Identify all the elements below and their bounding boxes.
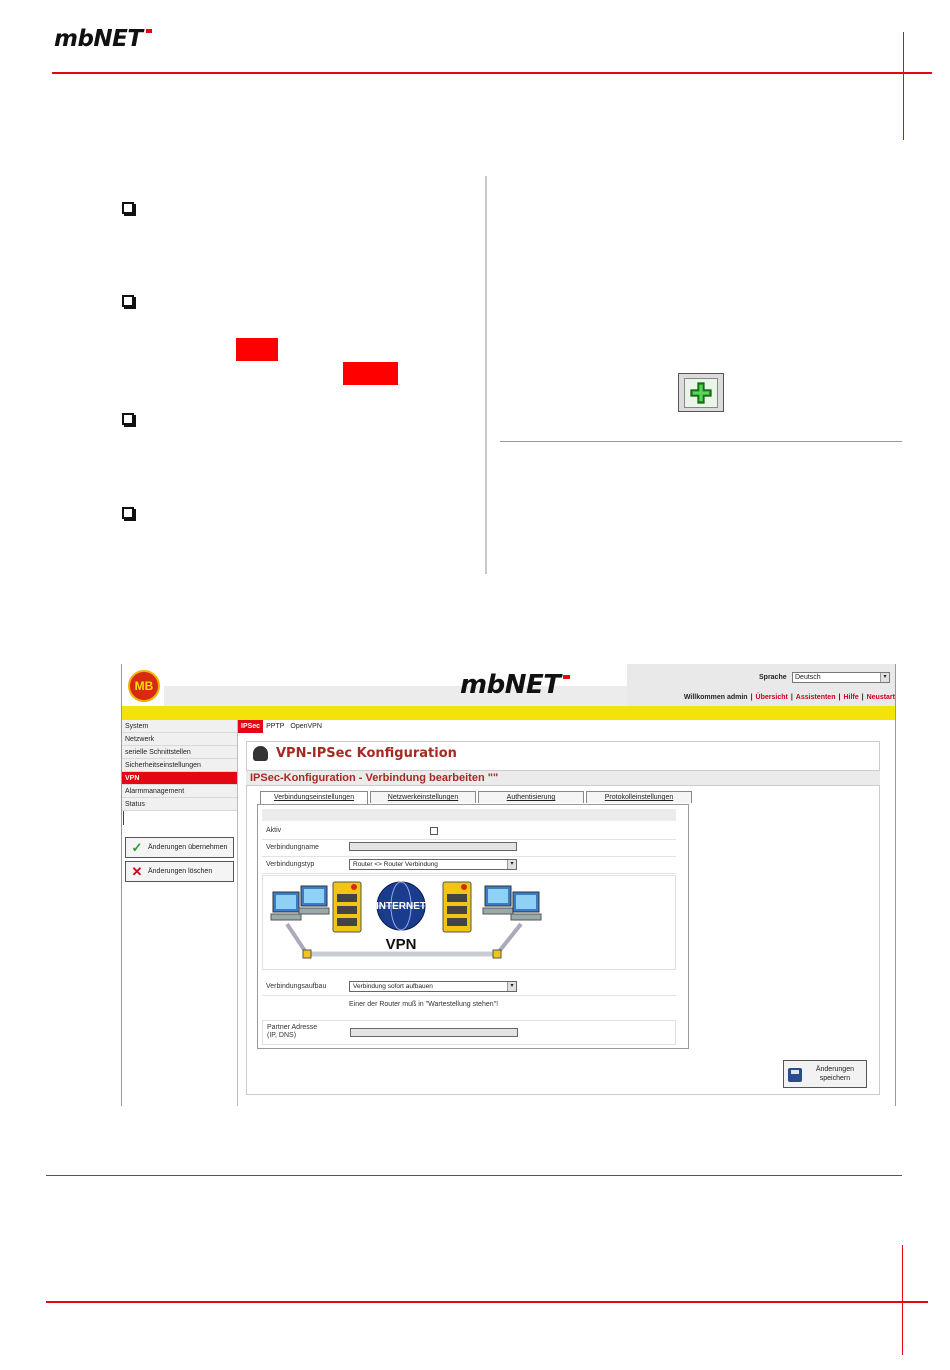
- tab-openvpn[interactable]: OpenVPN: [290, 723, 322, 730]
- apply-changes-button[interactable]: ✓ Änderungen übernehmen: [125, 837, 234, 858]
- header-rule: [52, 72, 932, 74]
- router-icon: [443, 882, 471, 932]
- connection-name-input[interactable]: [349, 842, 517, 851]
- checkbox-bullet: [122, 295, 134, 307]
- margin-marker-top: [903, 32, 904, 140]
- tab-authentication[interactable]: Authentisierung: [478, 791, 584, 803]
- language-label: Sprache: [759, 674, 787, 681]
- checkbox-bullet: [122, 202, 134, 214]
- redacted-box: [343, 362, 398, 385]
- internet-label: INTERNET: [376, 901, 426, 912]
- welcome-bar: Willkommen admin | Übersicht | Assistenten | Hilfe | Neustart: [683, 694, 895, 701]
- globe-icon: [376, 882, 426, 930]
- row-active: Aktiv: [262, 823, 676, 840]
- link-restart[interactable]: Neustart: [866, 694, 895, 701]
- section-rule: [500, 441, 902, 442]
- sidebar-item-serial[interactable]: serielle Schnittstellen: [122, 746, 237, 759]
- form-tabs: [260, 791, 694, 804]
- mb-logo-badge: MB: [128, 670, 160, 702]
- form-header: [262, 809, 676, 821]
- sidebar-item-alarm[interactable]: Alarmmanagement: [122, 785, 237, 798]
- redacted-box: [236, 338, 278, 361]
- tab-connection-settings[interactable]: Verbindungseinstellungen: [260, 791, 368, 804]
- active-checkbox[interactable]: [430, 827, 438, 835]
- sidebar-item-vpn[interactable]: VPN: [122, 772, 237, 785]
- tab-pptp[interactable]: PPTP: [266, 723, 285, 730]
- floppy-disk-icon: [788, 1068, 802, 1082]
- subtitle-bar: IPSec-Konfiguration - Verbindung bearbeiten "": [246, 770, 880, 786]
- connection-type-select[interactable]: Router <> Router Verbindung ▾: [349, 859, 517, 870]
- checkbox-bullet: [122, 413, 134, 425]
- link-assistants[interactable]: Assistenten: [795, 694, 836, 701]
- app-logo: mbNET: [460, 670, 560, 700]
- footer-rule: [46, 1175, 902, 1176]
- tab-ipsec[interactable]: IPSec: [238, 720, 263, 733]
- sidebar-item-status[interactable]: Status: [122, 798, 237, 811]
- chevron-down-icon: ▾: [880, 673, 889, 682]
- row-setup: Verbindungsaufbau Verbindung sofort aufbauen ▾: [262, 979, 676, 996]
- footer-red-rule: [46, 1301, 928, 1303]
- vpn-label: VPN: [385, 936, 417, 953]
- sidebar-item-system[interactable]: System: [122, 720, 237, 733]
- plus-icon: [689, 381, 713, 405]
- chevron-down-icon: ▾: [507, 982, 516, 991]
- column-divider: [485, 176, 487, 574]
- check-icon: ✓: [131, 840, 143, 855]
- row-partner-address: Partner Adresse (IP, DNS): [262, 1020, 676, 1045]
- app-header: [122, 664, 896, 706]
- protocol-tabs: [238, 720, 325, 733]
- connection-setup-select[interactable]: Verbindung sofort aufbauen ▾: [349, 981, 517, 992]
- partner-address-input[interactable]: [350, 1028, 518, 1037]
- discard-changes-button[interactable]: ✕ Änderungen löschen: [125, 861, 234, 882]
- row-type: Verbindungstyp Router <> Router Verbindung ▾: [262, 857, 676, 874]
- checkbox-bullet: [122, 507, 134, 519]
- margin-marker-bottom: [902, 1245, 903, 1355]
- welcome-text: Willkommen admin: [683, 694, 748, 701]
- row-name: Verbindungname: [262, 840, 676, 857]
- setup-hint: Einer der Router muß in "Wartestellung stehen"!: [349, 1001, 499, 1008]
- sidebar-item-network[interactable]: Netzwerk: [122, 733, 237, 746]
- tab-network-settings[interactable]: Netzwerkeinstellungen: [370, 791, 476, 803]
- close-icon: ✕: [131, 864, 143, 879]
- computer-icon: [483, 886, 541, 920]
- save-changes-button[interactable]: Änderungen speichern: [783, 1060, 867, 1088]
- accent-strip: [122, 706, 896, 720]
- user-icon: [253, 746, 268, 761]
- tab-protocol-settings[interactable]: Protokolleinstellungen: [586, 791, 692, 803]
- language-select[interactable]: Deutsch ▾: [792, 672, 890, 683]
- sidebar: [122, 720, 238, 1106]
- chevron-down-icon: ▾: [507, 860, 516, 869]
- link-help[interactable]: Hilfe: [843, 694, 859, 701]
- link-overview[interactable]: Übersicht: [755, 694, 788, 701]
- ui-screenshot: MB mbNET Sprache Deutsch ▾ Willkommen admin | Übersicht | Assistenten | Hilfe | Neustart System Netzwerk serielle Schnittstellen Sicherheitseinstellungen VPN Alarmmanagement Status ✓ Änderungen übernehmen ✕ Änderungen löschen IPSec PPTP OpenVPN VPN-IPSec Konfiguration IPSec-Konfiguration - Verbindung bearbeiten "" Verbindungseinstellungen Netzwerkeinstellungen Authentisierung Protokolleinstellungen Aktiv Verbindungname Verbindungstyp Router <> Router Verbindung ▾ INTERNET VPN Verbindungsaufbau Verbindung sofort aufbauen ▾ Einer der Router muß in "Wartestellung stehen"! Partner Adresse (IP, DNS) Änderungen speichern: [121, 664, 896, 1106]
- computer-icon: [271, 886, 329, 920]
- document-logo: mbNET: [54, 26, 143, 52]
- add-connection-button[interactable]: [678, 373, 724, 412]
- sidebar-item-security[interactable]: Sicherheitseinstellungen: [122, 759, 237, 772]
- vpn-diagram: [262, 875, 676, 970]
- router-icon: [333, 882, 361, 932]
